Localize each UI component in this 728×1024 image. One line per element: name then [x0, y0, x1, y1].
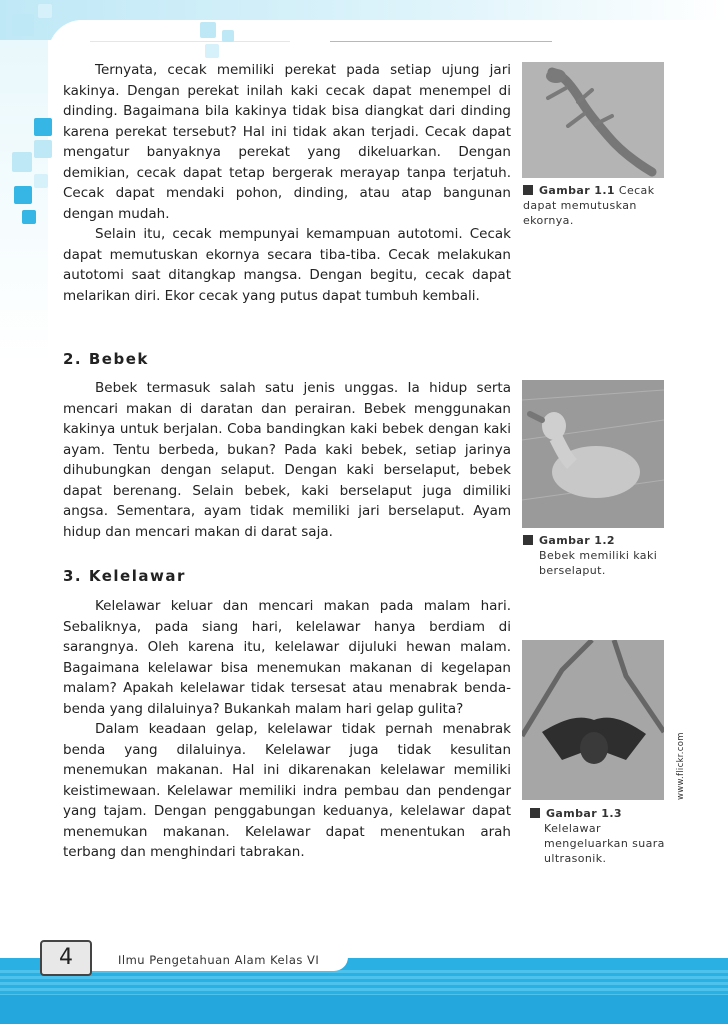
section-title-kelelawar: 3. Kelelawar	[63, 567, 186, 585]
caption-title: Gambar 1.1	[539, 184, 615, 197]
footer-cap	[0, 995, 728, 1024]
caption-text: Kelelawar mengeluarkan suara ultrasonik.	[544, 822, 665, 865]
paragraph-cecak-perekat: Ternyata, cecak memiliki perekat pada setiap ujung jari kakinya. Dengan perekat inilah kaki cecak dapat menempel di dinding. Bagaimana bila kakinya tidak bisa diangkat dari dinding karena perekat tersebut? Hal ini tidak akan terjadi. Cecak dapat mengatur banyaknya perekat yang dikeluarkan. Dengan demikian, cecak dapat tetap bergerak merayap tanpa terjatuh. Cecak dapat mendaki pohon, dinding, atau atap bangunan dengan mudah.	[63, 62, 511, 222]
figure-gecko-image	[522, 62, 664, 178]
duck-illustration	[522, 380, 664, 528]
main-text-1	[63, 60, 511, 306]
header-rule	[330, 41, 552, 42]
paragraph-cecak-autotomi: Selain itu, cecak mempunyai kemampuan autotomi. Cecak dapat memutuskan ekornya secara tiba-tiba. Cecak melakukan autotomi saat ditangkap mangsa. Dengan begitu, cecak dapat melarikan diri. Ekor cecak yang putus dapat tumbuh kembali.	[63, 226, 511, 304]
caption-title: Gambar 1.2	[539, 534, 615, 547]
figure-caption-2	[523, 533, 673, 578]
main-text-3	[63, 596, 511, 863]
gecko-illustration	[522, 62, 664, 178]
caption-marker	[523, 185, 533, 195]
main-text-2	[63, 378, 511, 542]
caption-marker	[530, 808, 540, 818]
bat-illustration	[522, 640, 664, 800]
figure-duck-image	[522, 380, 664, 528]
header-rule-light	[90, 41, 290, 42]
section-title-bebek: 2. Bebek	[63, 350, 149, 368]
figure-caption-1	[523, 183, 673, 228]
figure-caption-3	[530, 806, 670, 866]
caption-title: Gambar 1.3	[546, 807, 622, 820]
caption-text: Cecak dapat memutuskan ekornya.	[523, 184, 655, 227]
image-credit: www.flickr.com	[676, 732, 686, 800]
figure-bat-image	[522, 640, 664, 800]
page-number: 4	[40, 940, 92, 976]
paragraph-kelelawar-indra: Dalam keadaan gelap, kelelawar tidak pernah menabrak benda yang dilaluinya. Kelelawar juga tidak kesulitan menemukan makanan. Hal ini dikarenakan kelelawar memiliki keistimewaan. Kelelawar memiliki indra pembau dan pendengar yang tajam. Dengan penggabungan keduanya, kelelawar dapat menemukan makanan. Kelelawar dapat menentukan arah terbang dan menghindari tabrakan.	[63, 721, 511, 860]
book-title: Ilmu Pengetahuan Alam Kelas VI	[118, 953, 320, 967]
caption-marker	[523, 535, 533, 545]
paragraph-kelelawar-malam: Kelelawar keluar dan mencari makan pada malam hari. Sebaliknya, pada siang hari, kelelawar hanya berdiam di sarangnya. Oleh karena itu, kelelawar dijuluki hewan malam. Bagaimana kelelawar bisa menemukan makanan di kegelapan malam? Apakah kelelawar tidak tersesat atau menabrak benda-benda yang dilaluinya? Bukankah malam hari gelap gulita?	[63, 598, 511, 717]
paragraph-bebek: Bebek termasuk salah satu jenis unggas. Ia hidup serta mencari makan di daratan dan perairan. Bebek menggunakan kakinya untuk berjalan. Coba bandingkan kaki bebek dengan kaki ayam. Tentu berbeda, bukan? Pada kaki bebek, setiap jarinya dihubungkan dengan selaput. Dengan kaki berselaput, bebek dapat berenang. Selain bebek, kaki berselaput juga dimiliki angsa. Sementara, ayam tidak memiliki jari berselaput. Ayam hidup dan mencari makan di darat saja.	[63, 380, 511, 540]
caption-text: Bebek memiliki kaki berselaput.	[539, 549, 658, 577]
